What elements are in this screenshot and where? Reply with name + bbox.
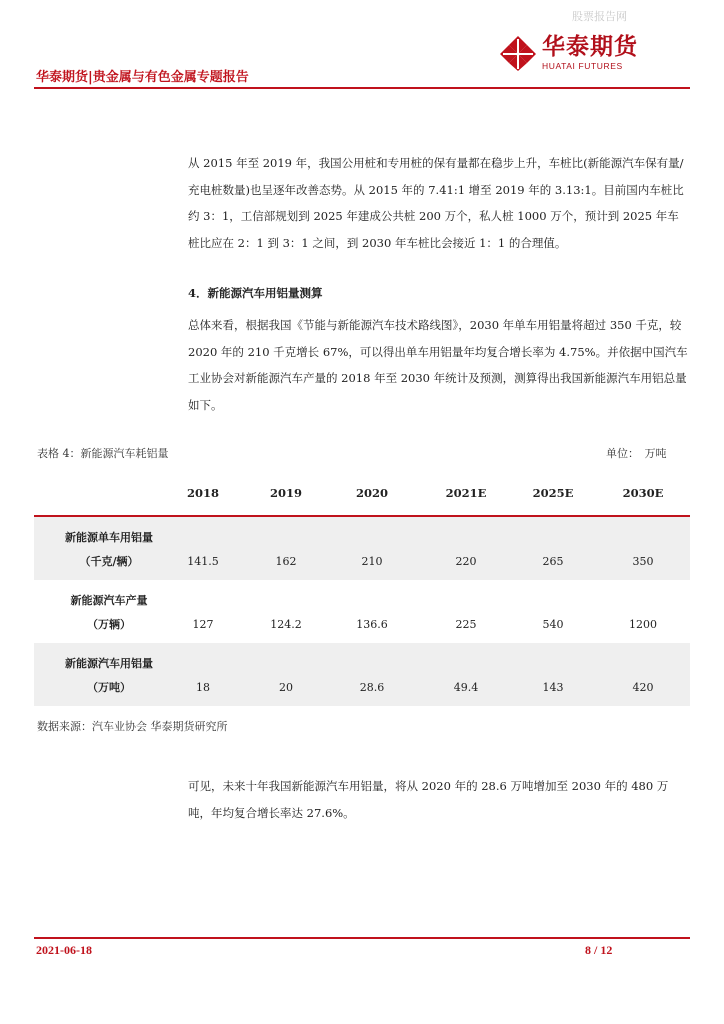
table-cell: 28.6 <box>359 681 385 694</box>
paragraph-charging-piles: 从 2015 年至 2019 年，我国公用桩和专用桩的保有量都在稳步上升，车桩比(新能源汽车保有量/充电桩数量)也呈逐年改善态势。从 2015 年的 7.41:1 增至 2019 年的 3.13:1。目前国内车桩比约 3：1，工信部规划到 2025 年建成公共桩 200 万个，私人桩 1000 万个，预计到 2025 年车桩比应在 2：1 到 3：1 之间，到 2030 年车桩比会接近 1：1 的合理值。 <box>188 156 684 250</box>
table-cell: 136.6 <box>356 618 388 631</box>
table-cell: 225 <box>455 618 477 631</box>
huatai-logo-icon <box>500 35 536 71</box>
table-cell: 540 <box>542 618 564 631</box>
section-heading: 4．新能源汽车用铝量测算 <box>188 286 323 300</box>
table-cell: 210 <box>361 555 383 568</box>
table-cell: 350 <box>632 555 654 568</box>
table-source-note: 数据来源：汽车业协会 华泰期货研究所 <box>37 720 228 733</box>
column-header: 2025E <box>532 486 574 500</box>
row-label-title: 新能源单车用铝量 <box>65 531 153 544</box>
row-label-title: 新能源汽车用铝量 <box>65 657 153 670</box>
table-cell: 420 <box>632 681 654 694</box>
row-label-unit: （万辆） <box>87 618 131 631</box>
row-label-unit: （万吨） <box>87 681 131 694</box>
table-unit: 单位： 万吨 <box>606 447 667 460</box>
table-row <box>34 643 690 706</box>
table-cell: 220 <box>455 555 477 568</box>
table-row <box>34 517 690 580</box>
column-header: 2019 <box>269 486 303 500</box>
table-cell: 20 <box>279 681 293 694</box>
table-cell: 1200 <box>629 618 657 631</box>
logo-english-name: HUATAI FUTURES <box>542 61 623 71</box>
page-number: 8 / 12 <box>585 943 613 957</box>
table-cell: 143 <box>542 681 564 694</box>
huatai-logo <box>500 34 638 71</box>
table-cell: 18 <box>196 681 210 694</box>
table-cell: 162 <box>275 555 297 568</box>
column-header: 2030E <box>622 486 664 500</box>
table-cell: 124.2 <box>270 618 302 631</box>
header-divider <box>34 87 690 89</box>
row-label-unit: （千克/辆） <box>79 555 139 568</box>
table-cell: 265 <box>542 555 564 568</box>
table-row <box>34 580 690 643</box>
paragraph-aluminum-estimate: 总体来看，根据我国《节能与新能源汽车技术路线图》，2030 年单车用铝量将超过 350 千克，较 2020 年的 210 千克增长 67%，可以得出单车用铝量年均复合增长率为 4.75%。并依据中国汽车工业协会对新能源汽车产量的 2018 年至 2030 年统计及预测，测算得出我国新能源汽车用铝总量如下。 <box>188 318 688 412</box>
column-header: 2020 <box>355 486 389 500</box>
watermark-text: 股票报告网 <box>572 10 627 23</box>
table-cell: 141.5 <box>187 555 219 568</box>
column-header: 2018 <box>186 486 220 500</box>
footer-date: 2021-06-18 <box>36 943 92 957</box>
column-header: 2021E <box>445 486 487 500</box>
table-cell: 127 <box>192 618 214 631</box>
paragraph-conclusion: 可见，未来十年我国新能源汽车用铝量，将从 2020 年的 28.6 万吨增加至 2030 年的 480 万吨，年均复合增长率达 27.6%。 <box>188 779 669 820</box>
footer-divider <box>34 937 690 939</box>
table-header-row <box>34 486 690 504</box>
report-header-title: 华泰期货|贵金属与有色金属专题报告 <box>36 70 249 85</box>
logo-chinese-name: 华泰期货 <box>542 34 638 60</box>
table-cell: 49.4 <box>453 681 479 694</box>
row-label-title: 新能源汽车产量 <box>70 594 148 607</box>
table-caption: 表格 4：新能源汽车耗铝量 <box>37 447 169 460</box>
